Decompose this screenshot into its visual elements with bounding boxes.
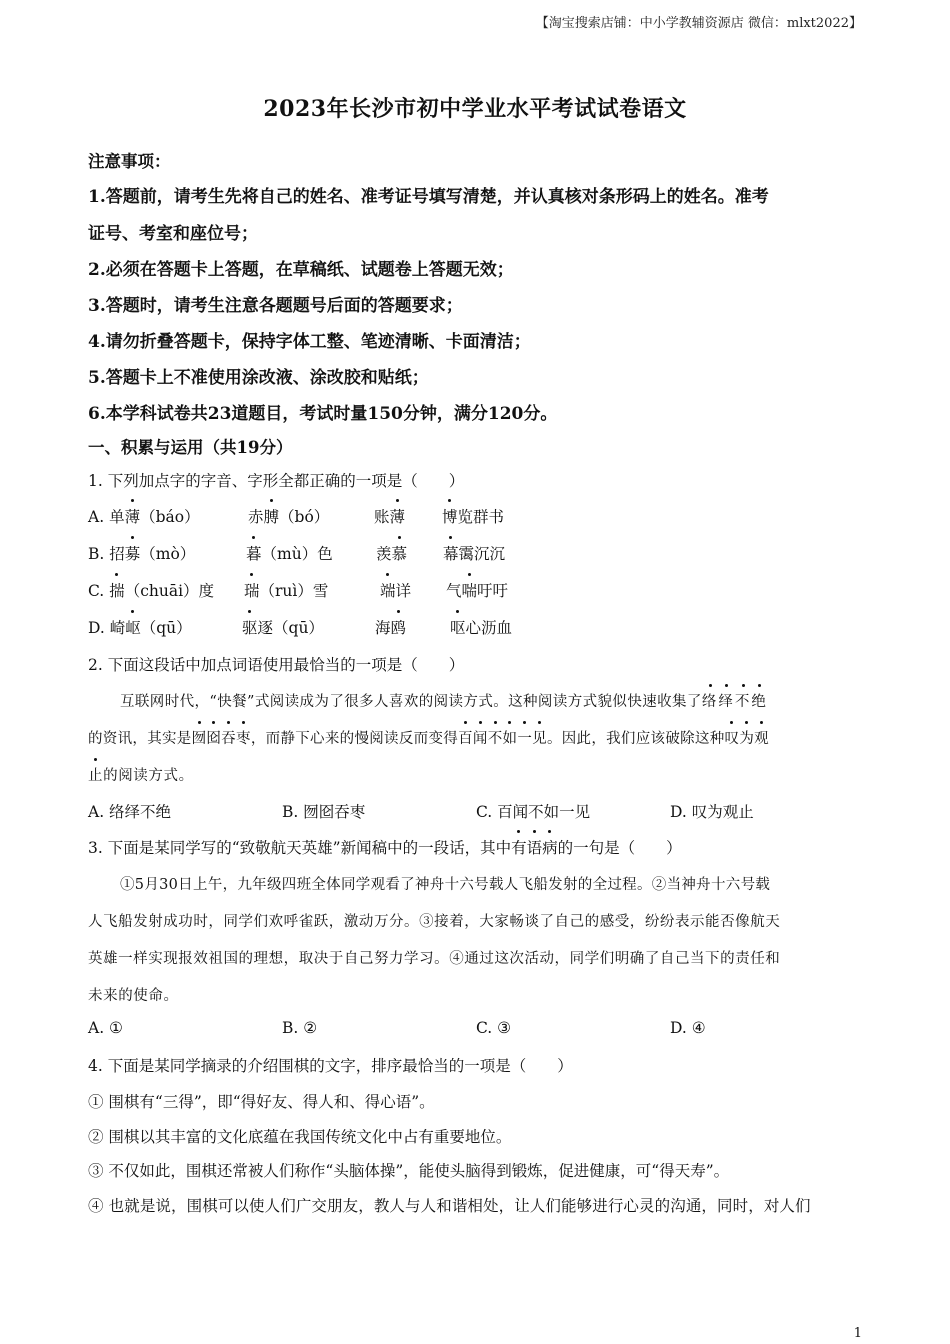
q3-option-d: D. ④ [670,1019,706,1037]
q3-options [88,1019,868,1041]
q2-option-d: D. 叹为观止 [670,803,754,821]
q2-dotted-2: 囫囵吞枣 [192,731,251,747]
q1-stem: 1. 下列加点字的字音、字形全都正确的一项是（ ） [88,472,465,490]
note-5: 5.答题卡上不准使用涂改液、涂改胶和贴纸； [88,368,429,388]
note-4: 4.请勿折叠答题卡，保持字体工整、笔迹清晰、卡面清洁； [88,332,531,352]
page-title: 2023年长沙市初中学业水平考试试卷语文 [263,96,687,122]
note-1a: 1.答题前，请考生先将自己的姓名、准考证号填写清楚，并认真核对条形码上的姓名。准考 [88,187,769,207]
q3-passage-line-2: 人飞船发射成功时，同学们欢呼雀跃，激动万分。③接着，大家畅谈了自己的感受，纷纷表示能否像航天 [88,914,781,930]
notes-heading: 注意事项： [88,152,171,171]
q2-dotted-1: 络绎不绝 [702,694,768,710]
q3-option-c: C. ③ [476,1019,512,1037]
q2-passage-line-2: 的资讯，其实是囫囵吞枣，而静下心来的慢阅读反而变得百闻不如一见。因此，我们应该破除这种叹为观 [88,727,769,748]
q2-stem: 2. 下面这段话中加点词语使用最恰当的一项是（ ） [88,656,465,674]
q3-option-a: A. ① [88,1019,123,1037]
q3-stem: 3. 下面是某同学写的“致敬航天英雄”新闻稿中的一段话，其中有语病的一句是（ ） [88,836,682,858]
page-number: 1 [853,1326,862,1341]
note-3: 3.答题时，请考生注意各题题号后面的答题要求； [88,296,463,316]
shop-header: 【淘宝搜索店铺：中小学教辅资源店 微信：mlxt2022】 [535,16,862,31]
q2-passage-line-3: 止的阅读方式。 [88,764,194,785]
q4-stem: 4. 下面是某同学摘录的介绍围棋的文字，排序最恰当的一项是（ ） [88,1057,573,1075]
q2-option-a: A. 络绎不绝 [88,803,172,821]
exam-page: 【淘宝搜索店铺：中小学教辅资源店 微信：mlxt2022】 2023年长沙市初中学业水平考试试卷语文 注意事项： 1.答题前，请考生先将自己的姓名、准考证号填写清楚，并认真核对条形码上的姓名。准考 证号、考室和座位号； 2.必须在答题卡上答题，在草稿纸、试题卷上答题无效； 3.答题时，请考生注意各题题号后面的答题要求； 4.请勿折叠答题卡，保持字体工整、笔迹清晰、卡面清洁； 5.答题卡上不准使用涂改液、涂改胶和贴纸； 6.本学科试卷共23道题目，考试时量150分钟，满分120分。 一、积累与运用（共19分） 1. 下列加点字的字音、字形全都正确的一项是（ ） A. 单薄（báo） 赤膊（bó） 账薄 博览群书 B. 招募（mò） 暮（mù）色 羡慕 幕霭沉沉 C. 揣（chuāi）度 瑞（ruì）雪 端详 气喘吁吁 D. 崎岖（qū） 驱逐（qū） 海鸥 呕心沥血 2. 下面这段话中加点词语使用最恰当的一项是（ ） 互联网时代，“快餐”式阅读成为了很多人喜欢的阅读方式。这种阅读方式貌似快速收集了络绎不绝 的资讯，其实是囫囵吞枣，而静下心来的慢阅读反而变得百闻不如一见。因此，我们应该破除这种叹为观 止的阅读方式。 A. 络绎不绝 B. 囫囵吞枣 C. 百闻不如一见 D. 叹为观止 3. 下面是某同学写的“致敬航天英雄”新闻稿中的一段话，其中有语病的一句是（ ） ①5月30日上午，九年级四班全体同学观看了神舟十六号载人飞船发射的全过程。②当神舟十六号载 人飞船发射成功时，同学们欢呼雀跃，激动万分。③接着，大家畅谈了自己的感受，纷纷表示能否像航天 英雄一样实现报效祖国的理想，取决于自己努力学习。④通过这次活动，同学们明确了自己当下的责任和 未来的使命。 A. ① B. ② C. ③ D. ④ 4. 下面是某同学摘录的介绍围棋的文字，排序最恰当的一项是（ ） ① 围棋有“三得”，即“得好友、得人和、得心语”。 ② 围棋以其丰富的文化底蕴在我国传统文化中占有重要地位。 ③ 不仅如此，围棋还常被人们称作“头脑体操”，能使头脑得到锻炼，促进健康，可“得天寿”。 ④ 也就是说，围棋可以使人们广交朋友，教人与人和谐相处，让人们能够进行心灵的沟通，同时，对人们 1 [0,0,950,1344]
note-1b: 证号、考室和座位号； [88,224,258,244]
q2-option-b: B. 囫囵吞枣 [282,803,366,821]
q3-passage-line-4: 未来的使命。 [88,988,179,1004]
q3-option-b: B. ② [282,1019,318,1037]
q4-sentence-3: ③ 不仅如此，围棋还常被人们称作“头脑体操”，能使头脑得到锻炼，促进健康，可“得天寿”。 [88,1162,730,1180]
q4-sentence-1: ① 围棋有“三得”，即“得好友、得人和、得心语”。 [88,1093,435,1111]
q3-passage-line-1: ①5月30日上午，九年级四班全体同学观看了神舟十六号载人飞船发射的全过程。②当神舟十六号载 [120,877,771,893]
q3-passage-line-3: 英雄一样实现报效祖国的理想，取决于自己努力学习。④通过这次活动，同学们明确了自己当下的责任和 [88,951,781,967]
q4-sentence-2: ② 围棋以其丰富的文化底蕴在我国传统文化中占有重要地位。 [88,1128,512,1146]
note-6: 6.本学科试卷共23道题目，考试时量150分钟，满分120分。 [88,404,558,424]
q2-dotted-3: 百闻不如一见 [458,731,547,747]
q2-dotted-4: 叹为观 [725,731,769,747]
note-2: 2.必须在答题卡上答题，在草稿纸、试题卷上答题无效； [88,260,514,280]
section-heading: 一、积累与运用（共19分） [88,438,293,457]
q2-option-c: C. 百闻不如一见 [476,803,591,821]
q2-passage-line-1: 互联网时代，“快餐”式阅读成为了很多人喜欢的阅读方式。这种阅读方式貌似快速收集了络绎不绝 [120,690,768,711]
q2-options [88,800,868,822]
q4-sentence-4: ④ 也就是说，围棋可以使人们广交朋友，教人与人和谐相处，让人们能够进行心灵的沟通，同时，对人们 [88,1197,811,1215]
